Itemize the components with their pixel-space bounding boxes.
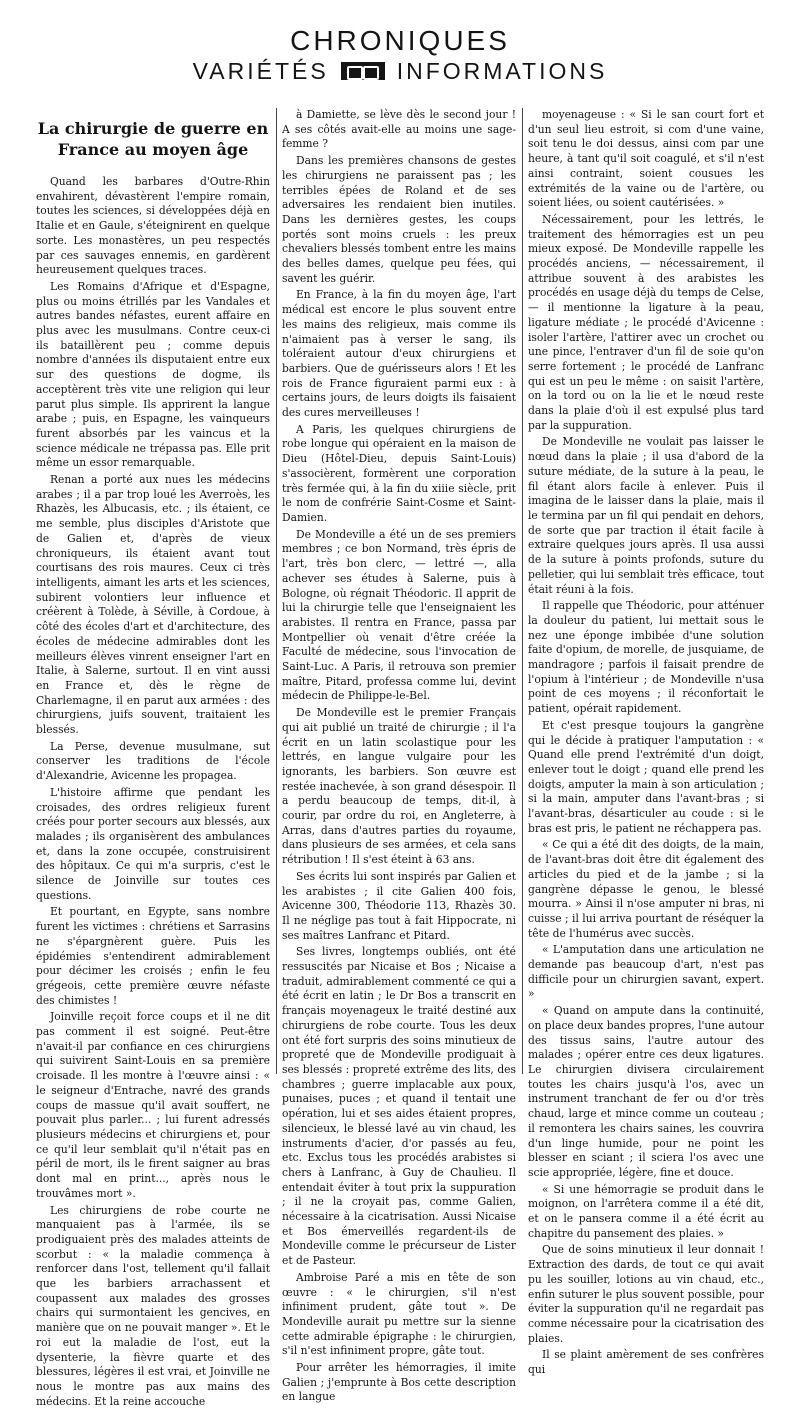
paragraph: Nécessairement, pour les lettrés, le traitement des hémorragies est un peu mieux exposé. De Mondeville rappelle les procédés anciens, — nécessairement, il attribue souvent à des arabistes les procédés en usage déjà du temps de Celse, — il mentionne la ligature à la peau, ligature médiate ; le procédé d'Avicenne : isoler l'artère, l'attirer avec un crochet ou une pince, l'entraver d'un fil de soie qu'on serre fortement ; le procédé de Lanfranc qui est un peu le même : on saisit l'artère, on la tord ou on la lie et le nœud reste dans la plaie d'où il est expulsé plus tard par la suppuration. — [528, 212, 764, 432]
masthead-subtitle — [0, 58, 800, 84]
paragraph: Joinville reçoit force coups et il ne dit pas comment il est soigné. Peut-être n'avait-il par confiance en ces chirurgiens qui suivirent Saint-Louis en sa première croisade. Il les montre à l'œuvre ainsi : « le seigneur d'Entrache, navré des grands coups de massue qu'il avait souffert, ne pouvait plus parler... ; lui furent adressés plusieurs médecins et chirurgiens et, pour ce qu'il leur semblait qu'il n'était pas en péril de mort, ils le firent saigner au bras dont mal en print..., après nous le trouvâmes mort ». — [36, 1010, 270, 1200]
paragraph: De Mondeville ne voulait pas laisser le nœud dans la plaie ; il usa d'abord de la suture médiate, de la suture à la peau, le fil étant alors facile à enlever. Puis il imagina de le laisser dans la plaie, mais il le termina par un fil qui pendait en dehors, de sorte que par traction il était facile à extraire quelques jours après. Il usa aussi de la suture à points profonds, suture du pelletier, qui lui semblait très efficace, tout était réuni à la fois. — [528, 435, 764, 596]
ornament-icon — [341, 62, 385, 80]
column-divider — [276, 108, 277, 1074]
paragraph: En France, à la fin du moyen âge, l'art médical est encore le plus souvent entre les mains des religieux, mais comme ils n'aimaient pas à verser le sang, ils toléraient autour d'eux chirurgiens et barbiers. Que de guérisseurs alors ! Et les rois de France figuraient parmi eux : à certains jours, de leurs doigts ils faisaient des cures merveilleuses ! — [282, 288, 516, 420]
masthead — [0, 26, 800, 84]
masthead-title: CHRONIQUES — [290, 25, 510, 56]
paragraph: Quand les barbares d'Outre-Rhin envahirent, dévastèrent l'empire romain, toutes les sciences, si développées déjà en Italie et en Gaule, s'éteignirent en quelque sorte. Les monastères, un peu respectés par ces sauvages ennemis, en gardèrent heureusement quelques traces. — [36, 175, 270, 277]
paragraph: Il se plaint amèrement de ses confrères qui — [528, 1348, 764, 1377]
paragraph: Pour arrêter les hémorragies, il imite Galien ; j'emprunte à Bos cette description en langue — [282, 1361, 516, 1404]
paragraph: L'histoire affirme que pendant les croisades, des ordres religieux furent créés pour porter secours aux blessés, aux malades ; ils organisèrent des ambulances et, dans la zone occupée, construisirent des hôpitaux. Ce qui m'a surpris, c'est le silence de Joinville sur toutes ces questions. — [36, 785, 270, 902]
paragraph: Ses livres, longtemps oubliés, ont été ressuscités par Nicaise et Bos ; Nicaise a traduit, admirablement commenté ce qui a été écrit en latin ; le Dr Bos a transcrit en français moyenageux le traité destiné aux chirurgiens de robe courte. Tous les deux ont été fort surpris des soins minutieux de propreté que de Mondeville prodiguait à ses blessés : propreté extrême des lits, des chambres ; guerre implacable aux poux, punaises, puces ; et quand il tentait une opération, lui et ses aides étaient propres, silencieux, le blessé lavé au vin chaud, les instruments d'acier, d'or passés au feu, etc. Exclus tous les procédés arabistes si chers à Lanfranc, à Guy de Chaulieu. Il entendait éviter à tout prix la suppuration ; il ne la croyait pas, comme Galien, nécessaire à la cicatrisation. Aussi Nicaise et Bos émerveillés regardent-ils de Mondeville comme le précurseur de Lister et de Pasteur. — [282, 945, 516, 1268]
paragraph: Il rappelle que Théodoric, pour atténuer la douleur du patient, lui mettait sous le nez une éponge imbibée d'une solution faite d'opium, de morelle, de jusquiame, de mandragore ; parfois il faisait prendre de l'opium à l'intérieur ; de Mondeville n'usa point de ces moyens ; il réconfortait le patient, opérait rapidement. — [528, 599, 764, 716]
paragraph: « Si une hémorragie se produit dans le moignon, on l'arrêtera comme il a été dit, et on le pansera comme il a été écrit au chapitre du pansement des plaies. » — [528, 1182, 764, 1240]
paragraph: Et c'est presque toujours la gangrène qui le décide à pratiquer l'amputation : « Quand elle prend l'extrémité d'un doigt, enlever tout le doigt ; quand elle prend les doigts, amputer la main à son articulation ; si la main, amputer dans l'avant-bras ; si l'avant-bras, désarticuler au coude : si le bras est pris, le patient ne réchappera pas. — [528, 718, 764, 835]
paragraph: Et pourtant, en Egypte, sans nombre furent les victimes : chrétiens et Sarrasins ne s'épargnèrent guère. Puis les épidémies s'entendirent admirablement pour décimer les croisés ; enfin le feu grégeois, cette première œuvre néfaste des chimistes ! — [36, 905, 270, 1007]
article-column-3 — [528, 108, 764, 1377]
paragraph: à Damiette, se lève dès le second jour ! A ses côtés avait-elle au moins une sage-femme ? — [282, 108, 516, 151]
paragraph: « Ce qui a été dit des doigts, de la main, de l'avant-bras doit être dit également des articles du pied et de la jambe ; si la gangrène dépasse le genou, le blessé mourra. » Ainsi il n'ose amputer ni bras, ni cuisse ; il lui arriva pourtant de réséquer la tête de l'humérus avec succès. — [528, 838, 764, 940]
paragraph: « L'amputation dans une articulation ne demande pas beaucoup d'art, n'est pas difficile pour un chirurgien savant, expert. » — [528, 943, 764, 1001]
masthead-right-word: INFORMATIONS — [396, 58, 608, 84]
paragraph: Renan a porté aux nues les médecins arabes ; il a par trop loué les Averroès, les Rhazès, les Albucasis, etc. ; ils étaient, ce me semble, plus disciples d'Aristote que de Galien et, d'après de vieux chroniqueurs, ils étaient avant tout courtisans des rois maures. Ceux ci très intelligents, aimant les arts et les sciences, subirent volontiers leur influence et créèrent à Tolède, à Séville, à Cordoue, à côté des écoles d'art et d'architecture, des écoles de médecine admirables dont les meilleurs élèves vinrent enseigner l'art en Italie, à Salerne, surtout. Il en vint aussi en France et, dès le règne de Charlemagne, il en parut aux armées : des chirurgiens, juifs souvent, traitaient les blessés. — [36, 473, 270, 737]
paragraph: A Paris, les quelques chirurgiens de robe longue qui opéraient en la maison de Dieu (Hôtel-Dieu, depuis Saint-Louis) s'associèrent, formèrent une corporation très fermée qui, à la fin du xiiie siècle, prit le nom de confrérie Saint-Cosme et Saint-Damien. — [282, 422, 516, 524]
article-title: La chirurgie de guerre en France au moyen âge — [37, 119, 269, 159]
paragraph: Ses écrits lui sont inspirés par Galien et les arabistes ; il cite Galien 400 fois, Avicenne 300, Théodorie 113, Rhazès 30. Il ne néglige pas tout à fait Hippocrate, ni ses maîtres Lanfranc et Pitard. — [282, 869, 516, 942]
article-column-2 — [282, 108, 516, 1404]
paragraph: La Perse, devenue musulmane, sut conserver les traditions de l'école d'Alexandrie, Avicenne les propagea. — [36, 739, 270, 783]
paragraph: Les Romains d'Afrique et d'Espagne, plus ou moins étrillés par les Vandales et autres bandes néfastes, eurent affaire en plus avec les musulmans. Contre ceux-ci ils bataillèrent peu ; comme depuis nombre d'années ils disputaient entre eux sur des questions de dogme, ils acceptèrent très vite une religion qui leur parut plus simple. Ils apprirent la langue arabe ; puis, en Espagne, les vainqueurs furent absorbés par les vaincus et la science médicale ne trépassa pas. Elle prit même un essor remarquable. — [36, 279, 270, 470]
paragraph: Que de soins minutieux il leur donnait ! Extraction des dards, de tout ce qui avait pu les souiller, lotions au vin chaud, etc., enfin suturer le plus souvent possible, pour éviter la suppuration qu'il ne regardait pas comme nécessaire pour la cicatrisation des plaies. — [528, 1243, 764, 1345]
paragraph: De Mondeville est le premier Français qui ait publié un traité de chirurgie ; il l'a écrit en un latin scolastique pour les lettrés, en langue vulgaire pour les ignorants, les barbiers. Son œuvre est restée inachevée, à son grand désespoir. Il a perdu beaucoup de temps, dit-il, à courir, par ordre du roi, en Angleterre, à Arras, dans d'autres parties du royaume, dans plusieurs de ses armées, et cela sans rétribution ! Il s'est éteint à 63 ans. — [282, 706, 516, 867]
column-divider — [522, 108, 523, 1074]
paragraph: Ambroise Paré a mis en tête de son œuvre : « le chirurgien, s'il n'est infiniment prudent, gâte tout ». De Mondeville aurait pu mettre sur la sienne cette admirable épigraphe : le chirurgien, s'il n'est infiniment propre, gâte tout. — [282, 1270, 516, 1358]
article-column-1 — [36, 108, 270, 1408]
paragraph: « Quand on ampute dans la continuité, on place deux bandes propres, l'une autour des tissus sains, l'autre autour des malades ; opérer entre ces deux ligatures. Le chirurgien divisera circulairement toutes les chairs jusqu'à l'os, avec un instrument tranchant de fer ou d'or très chaud, large et mince comme un couteau ; il remontera les chairs saines, les couvrira d'un linge humide, pour ne point les blesser en sciant ; il sciera l'os avec une scie appropriée, légère, fine et douce. — [528, 1004, 764, 1179]
paragraph: Dans les premières chansons de gestes les chirurgiens ne paraissent pas ; les terribles épées de Roland et de ses adversaires les rendaient bien inutiles. Dans les dernières gestes, les coups portés sont moins cruels : les preux chevaliers blessés tombent entre les mains des belles dames, quelque peu fées, qui savent les guérir. — [282, 154, 516, 285]
paragraph: moyenageuse : « Si le san court fort et d'un seul lieu estroit, si com d'une vaine, soit tenu le doi dessus, ainsi com par une heure, à tant qu'il soit coagulé, et s'il n'est ainsi contraint, soient cousues les extrémités de la vaine ou de l'artère, ou soient liées, ou soient cautérisées. » — [528, 108, 764, 210]
paragraph: De Mondeville a été un de ses premiers membres ; ce bon Normand, très épris de l'art, très bon clerc, — lettré —, alla achever ses études à Salerne, puis à Bologne, où régnait Théodoric. Il apprit de lui la chirurgie telle que l'enseignaient les arabistes. Il rentra en France, passa par Montpellier où venait d'être créée la Faculté de médecine, sous l'invocation de Saint-Luc. A Paris, il retrouva son premier maître, Pitard, professa comme lui, devint médecin de Philippe-le-Bel. — [282, 527, 516, 703]
masthead-left-word: VARIÉTÉS — [192, 58, 329, 84]
paragraph: Les chirurgiens de robe courte ne manquaient pas à l'armée, ils se prodiguaient près des malades atteints de scorbut : « la maladie commença à renforcer dans l'ost, tellement qu'il fallait que les barbiers arrachassent et coupassent aux malades des grosses chairs qui surmontaient les gencives, en manière que on ne pouvait manger ». Et le roi eut la maladie de l'ost, eut la dysenterie, la fièvre quarte et des blessures, légères il est vrai, et Joinville ne nous le montre pas aux mains des médecins. Et la reine accouche — [36, 1203, 270, 1408]
